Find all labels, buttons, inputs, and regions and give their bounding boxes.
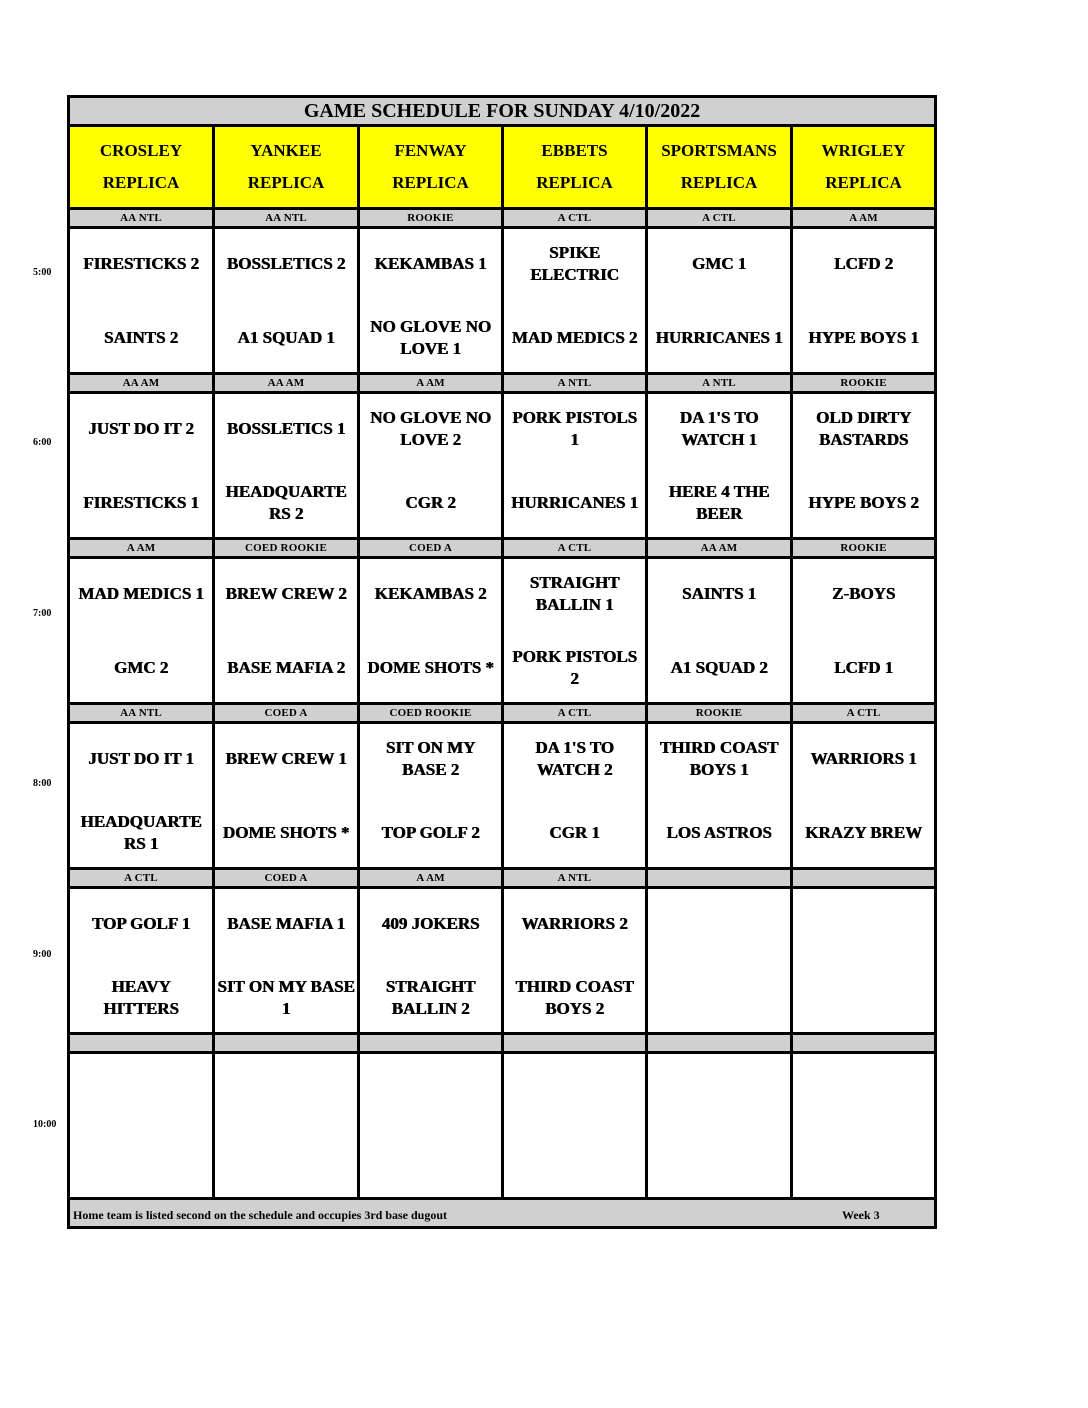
- game-cell: [503, 888, 647, 1034]
- division-label: [69, 1034, 214, 1053]
- home-team: STRAIGHT BALLIN 2: [385, 977, 476, 1018]
- division-label: A AM: [359, 869, 503, 888]
- field-header-wrigley: [792, 126, 936, 209]
- field-type: REPLICA: [392, 173, 469, 192]
- division-label: [647, 869, 792, 888]
- game-cell: [214, 393, 359, 539]
- home-team: DOME SHOTS *: [222, 823, 350, 842]
- time-label: 8:00: [33, 778, 52, 790]
- division-row: [69, 374, 936, 393]
- away-team: SAINTS 1: [681, 584, 757, 603]
- away-team: DA 1'S TO WATCH 1: [679, 408, 759, 449]
- away-team: 409 JOKERS: [381, 914, 480, 933]
- game-cell: [359, 888, 503, 1034]
- game-cell: [214, 723, 359, 869]
- division-label: A NTL: [503, 869, 647, 888]
- home-team: CGR 2: [405, 493, 456, 512]
- home-team: DOME SHOTS *: [367, 658, 494, 677]
- home-team: LCFD 1: [834, 658, 894, 677]
- game-cell: [647, 723, 792, 869]
- home-team: PORK PISTOLS 2: [512, 647, 637, 688]
- home-team: GMC 2: [113, 658, 169, 677]
- home-team: HURRICANES 1: [655, 328, 783, 347]
- field-type: REPLICA: [102, 173, 180, 192]
- division-label: A NTL: [503, 374, 647, 393]
- field-type: REPLICA: [825, 173, 902, 192]
- footer-bar: [69, 1199, 936, 1228]
- home-team: HERE 4 THE BEER: [668, 482, 770, 523]
- game-cell: [359, 558, 503, 704]
- schedule-sheet: [67, 95, 937, 1229]
- game-cell: [792, 723, 936, 869]
- field-name: YANKEE: [250, 141, 322, 160]
- game-row: [69, 1053, 936, 1199]
- game-cell: [647, 888, 792, 1034]
- division-label: [647, 1034, 792, 1053]
- away-team: LCFD 2: [834, 254, 894, 273]
- division-label: AA NTL: [214, 209, 359, 228]
- away-team: BASE MAFIA 1: [226, 914, 346, 933]
- division-label: COED A: [359, 539, 503, 558]
- division-label: [503, 1034, 647, 1053]
- division-label: A CTL: [647, 209, 792, 228]
- division-label: ROOKIE: [792, 539, 936, 558]
- away-team: DA 1'S TO WATCH 2: [535, 738, 614, 779]
- away-team: THIRD COAST BOYS 1: [659, 738, 779, 779]
- game-cell: [69, 723, 214, 869]
- away-team: MAD MEDICS 1: [78, 584, 204, 603]
- division-row: [69, 539, 936, 558]
- division-label: AA NTL: [69, 209, 214, 228]
- game-cell: [792, 558, 936, 704]
- game-cell: [647, 228, 792, 374]
- division-label: [214, 1034, 359, 1053]
- field-name: FENWAY: [394, 141, 467, 160]
- game-cell: [214, 228, 359, 374]
- away-team: [795, 899, 932, 949]
- away-team: SPIKE ELECTRIC: [530, 243, 619, 284]
- division-label: COED A: [214, 704, 359, 723]
- field-header-sportsmans: [647, 126, 792, 209]
- game-row: [69, 228, 936, 374]
- away-team: WARRIORS 1: [810, 749, 917, 768]
- game-cell: [69, 228, 214, 374]
- home-team: THIRD COAST BOYS 2: [515, 977, 634, 1018]
- home-team: MAD MEDICS 2: [511, 328, 638, 347]
- home-team: [72, 1138, 210, 1188]
- field-name: WRIGLEY: [821, 141, 906, 160]
- game-cell: [647, 1053, 792, 1199]
- time-label: 10:00: [33, 1119, 57, 1130]
- field-header-ebbets: [503, 126, 647, 209]
- away-team: Z-BOYS: [831, 584, 896, 603]
- home-team: A1 SQUAD 1: [237, 328, 335, 347]
- away-team: PORK PISTOLS 1: [512, 408, 637, 449]
- game-cell: [792, 1053, 936, 1199]
- division-row: [69, 704, 936, 723]
- away-team: [362, 1064, 499, 1114]
- footer-note: Home team is listed second on the schedule and occupies 3rd base dugout: [73, 1208, 448, 1222]
- home-team: CGR 1: [549, 823, 600, 842]
- field-name: CROSLEY: [99, 141, 183, 160]
- division-label: COED ROOKIE: [359, 704, 503, 723]
- away-team: [72, 1064, 210, 1114]
- game-cell: [214, 1053, 359, 1199]
- away-team: SIT ON MY BASE 2: [385, 738, 476, 779]
- away-team: JUST DO IT 1: [88, 749, 194, 768]
- division-label: A CTL: [503, 704, 647, 723]
- week-label: Week 3: [842, 1208, 880, 1222]
- game-cell: [792, 228, 936, 374]
- game-cell: [503, 228, 647, 374]
- home-team: [362, 1138, 499, 1188]
- away-team: OLD DIRTY BASTARDS: [815, 408, 912, 449]
- field-header-yankee: [214, 126, 359, 209]
- game-cell: [359, 228, 503, 374]
- home-team: [795, 973, 932, 1023]
- away-team: STRAIGHT BALLIN 1: [529, 573, 620, 614]
- field-type: REPLICA: [247, 173, 325, 192]
- home-team: FIRESTICKS 1: [83, 493, 199, 512]
- away-team: BOSSLETICS 2: [226, 254, 346, 273]
- away-team: BREW CREW 2: [225, 584, 347, 603]
- field-type: REPLICA: [536, 173, 613, 192]
- field-header-crosley: [69, 126, 214, 209]
- home-team: HEADQUARTE RS 1: [80, 812, 202, 853]
- home-team: TOP GOLF 2: [381, 823, 480, 842]
- away-team: FIRESTICKS 2: [83, 254, 199, 273]
- schedule-table: [67, 95, 937, 1229]
- division-label: AA AM: [214, 374, 359, 393]
- game-cell: [503, 1053, 647, 1199]
- home-team: SAINTS 2: [103, 328, 179, 347]
- field-type: REPLICA: [680, 173, 758, 192]
- time-label: 6:00: [33, 437, 52, 449]
- home-team: SIT ON MY BASE 1: [217, 977, 355, 1018]
- division-label: COED ROOKIE: [214, 539, 359, 558]
- game-cell: [503, 393, 647, 539]
- game-cell: [69, 393, 214, 539]
- field-header-fenway: [359, 126, 503, 209]
- game-cell: [503, 558, 647, 704]
- game-row: [69, 558, 936, 704]
- home-team: HEAVY HITTERS: [103, 977, 179, 1018]
- game-cell: [214, 888, 359, 1034]
- time-label: 7:00: [33, 607, 52, 619]
- game-cell: [647, 558, 792, 704]
- game-cell: [792, 393, 936, 539]
- home-team: [217, 1138, 355, 1188]
- away-team: JUST DO IT 2: [88, 419, 194, 438]
- away-team: BOSSLETICS 1: [226, 419, 346, 438]
- away-team: [506, 1064, 643, 1114]
- division-label: A CTL: [503, 209, 647, 228]
- division-label: A CTL: [792, 704, 936, 723]
- game-cell: [359, 1053, 503, 1199]
- division-label: COED A: [214, 869, 359, 888]
- away-team: [650, 899, 788, 949]
- division-label: AA AM: [647, 539, 792, 558]
- division-label: ROOKIE: [647, 704, 792, 723]
- away-team: [650, 1064, 788, 1114]
- home-team: [795, 1138, 932, 1188]
- home-team: [650, 1138, 788, 1188]
- time-label: 5:00: [33, 267, 52, 278]
- game-row: [69, 888, 936, 1034]
- division-label: A AM: [69, 539, 214, 558]
- division-label: A CTL: [503, 539, 647, 558]
- division-label: A CTL: [69, 869, 214, 888]
- division-label: A AM: [792, 209, 936, 228]
- game-cell: [69, 888, 214, 1034]
- division-row: [69, 1034, 936, 1053]
- division-row: [69, 209, 936, 228]
- home-team: HEADQUARTE RS 2: [225, 482, 347, 523]
- home-team: HURRICANES 1: [510, 493, 639, 512]
- away-team: BREW CREW 1: [225, 749, 347, 768]
- away-team: GMC 1: [691, 254, 747, 273]
- time-label: 9:00: [33, 948, 52, 960]
- away-team: TOP GOLF 1: [91, 914, 191, 933]
- game-cell: [69, 558, 214, 704]
- division-label: [359, 1034, 503, 1053]
- game-cell: [647, 393, 792, 539]
- game-cell: [214, 558, 359, 704]
- away-team: WARRIORS 2: [521, 914, 628, 933]
- division-label: A AM: [359, 374, 503, 393]
- home-team: KRAZY BREW: [805, 823, 923, 842]
- game-cell: [792, 888, 936, 1034]
- division-label: [792, 1034, 936, 1053]
- division-label: ROOKIE: [792, 374, 936, 393]
- home-team: LOS ASTROS: [666, 823, 772, 842]
- home-team: [506, 1138, 643, 1188]
- game-cell: [359, 723, 503, 869]
- home-team: HYPE BOYS 2: [808, 493, 919, 512]
- division-label: [792, 869, 936, 888]
- home-team: A1 SQUAD 2: [670, 658, 768, 677]
- home-team: [650, 973, 788, 1023]
- away-team: KEKAMBAS 2: [374, 584, 487, 603]
- home-team: NO GLOVE NO LOVE 1: [370, 317, 491, 358]
- division-label: AA NTL: [69, 704, 214, 723]
- division-row: [69, 869, 936, 888]
- division-label: AA AM: [69, 374, 214, 393]
- game-row: [69, 723, 936, 869]
- away-team: KEKAMBAS 1: [374, 254, 487, 273]
- field-name: EBBETS: [541, 141, 608, 160]
- away-team: [795, 1064, 932, 1114]
- field-name: SPORTSMANS: [661, 141, 777, 160]
- game-cell: [69, 1053, 214, 1199]
- division-label: A NTL: [647, 374, 792, 393]
- game-cell: [359, 393, 503, 539]
- division-label: ROOKIE: [359, 209, 503, 228]
- home-team: HYPE BOYS 1: [808, 328, 919, 347]
- away-team: NO GLOVE NO LOVE 2: [370, 408, 491, 449]
- game-row: [69, 393, 936, 539]
- page-title: GAME SCHEDULE FOR SUNDAY 4/10/2022: [69, 97, 936, 126]
- away-team: [217, 1064, 355, 1114]
- game-cell: [503, 723, 647, 869]
- home-team: BASE MAFIA 2: [226, 658, 346, 677]
